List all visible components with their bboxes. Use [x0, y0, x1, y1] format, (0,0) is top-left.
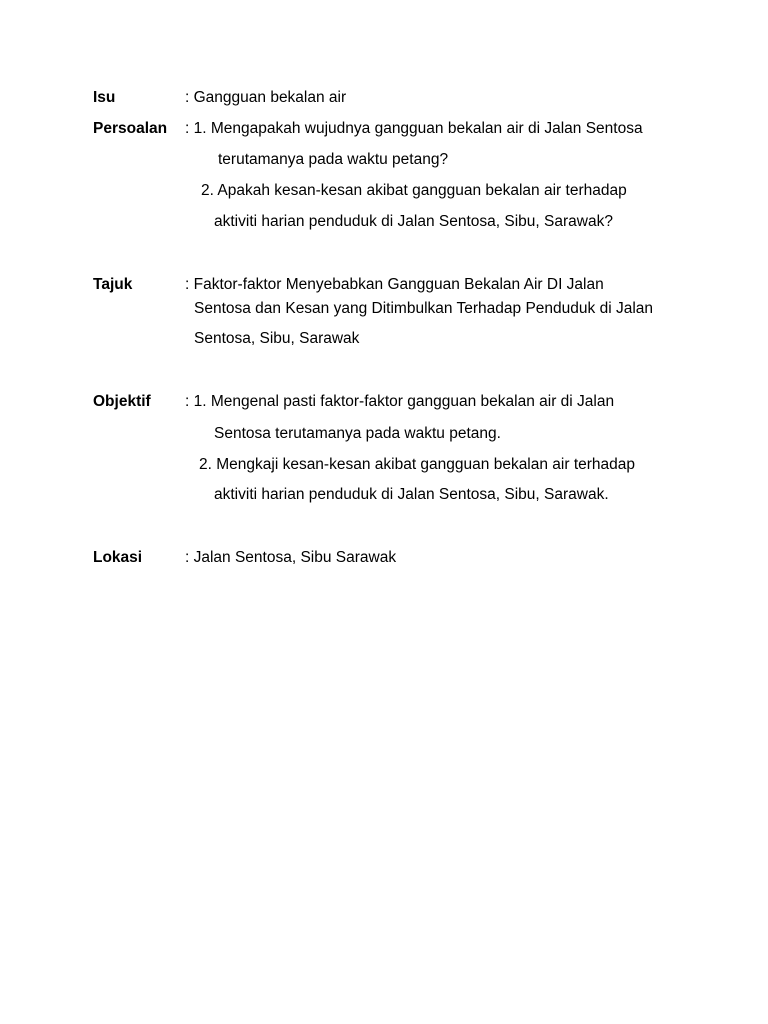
persoalan-label: Persoalan — [93, 120, 168, 137]
tajuk-line-2: Sentosa dan Kesan yang Ditimbulkan Terhadap Penduduk di Jalan — [194, 300, 654, 317]
lokasi-label: Lokasi — [93, 549, 143, 566]
persoalan-line-3: 2. Apakah kesan-kesan akibat gangguan bekalan air terhadap — [201, 182, 627, 199]
objektif-label: Objektif — [93, 393, 151, 410]
isu-value: : Gangguan bekalan air — [185, 89, 347, 106]
isu-label: Isu — [93, 89, 116, 106]
persoalan-line-4: aktiviti harian penduduk di Jalan Sentosa, Sibu, Sarawak? — [214, 213, 613, 230]
tajuk-label: Tajuk — [93, 276, 133, 293]
tajuk-line-3: Sentosa, Sibu, Sarawak — [194, 330, 360, 347]
objektif-line-4: aktiviti harian penduduk di Jalan Sentosa, Sibu, Sarawak. — [214, 486, 609, 503]
persoalan-line-1: : 1. Mengapakah wujudnya gangguan bekalan air di Jalan Sentosa — [185, 120, 643, 137]
objektif-line-3: 2. Mengkaji kesan-kesan akibat gangguan bekalan air terhadap — [199, 456, 636, 473]
objektif-line-1: : 1. Mengenal pasti faktor-faktor gangguan bekalan air di Jalan — [185, 393, 615, 410]
persoalan-line-2: terutamanya pada waktu petang? — [218, 151, 449, 168]
objektif-line-2: Sentosa terutamanya pada waktu petang. — [214, 425, 501, 442]
lokasi-value: : Jalan Sentosa, Sibu Sarawak — [185, 549, 397, 566]
tajuk-line-1: : Faktor-faktor Menyebabkan Gangguan Bekalan Air DI Jalan — [185, 276, 604, 293]
